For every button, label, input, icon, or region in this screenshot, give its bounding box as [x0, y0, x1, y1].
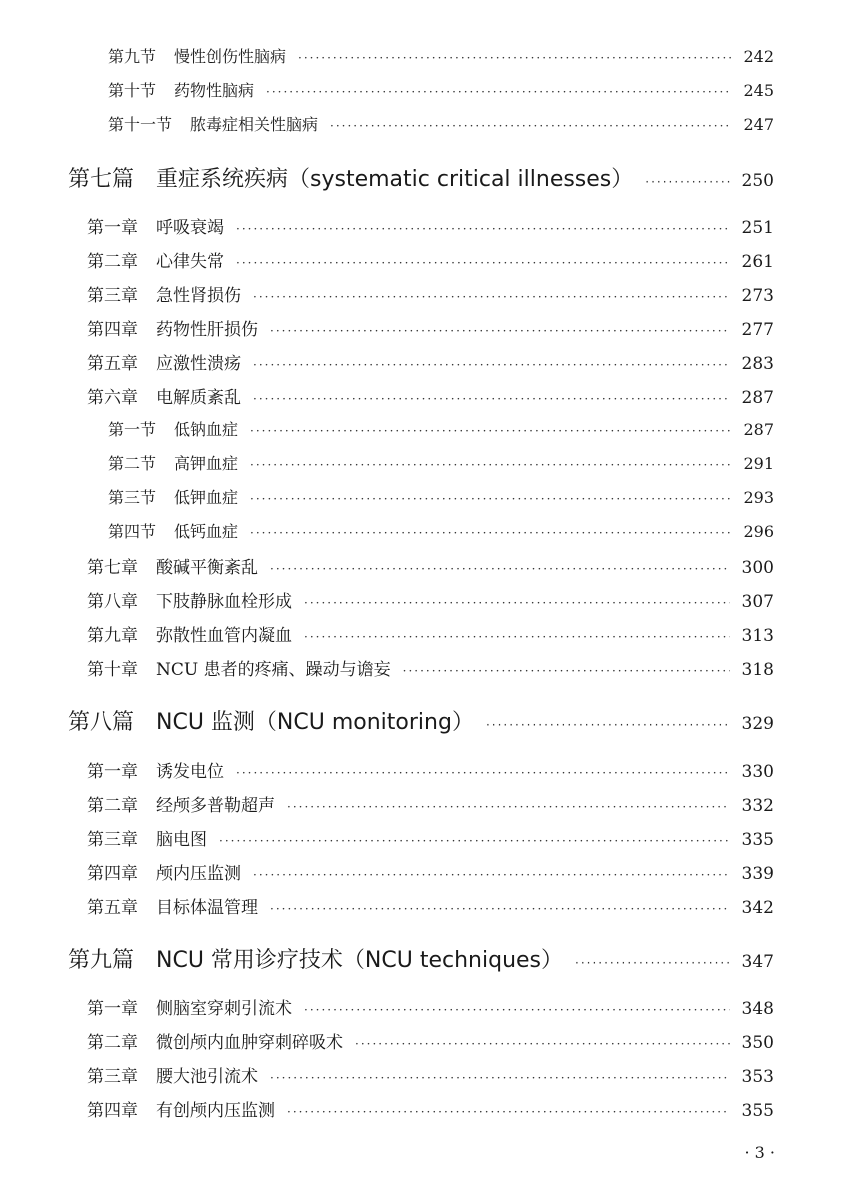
- part-number: 第七篇: [68, 167, 135, 192]
- entry-page: 348: [741, 999, 774, 1019]
- leader-dots: [403, 664, 730, 678]
- entry-page: 287: [741, 388, 774, 408]
- entry-page: 261: [741, 252, 774, 272]
- toc-entry: [87, 994, 774, 1022]
- entry-number: 第八章: [87, 592, 138, 612]
- leader-dots: [298, 51, 731, 65]
- toc-entry: [87, 655, 774, 683]
- entry-number: 第三章: [87, 1067, 138, 1087]
- entry-page: 251: [741, 218, 774, 238]
- entry-number: 第一章: [87, 762, 138, 782]
- entry-title: 经颅多普勒超声: [156, 796, 275, 816]
- toc-entry: [87, 621, 774, 649]
- leader-dots: [250, 492, 731, 506]
- entry-title: 有创颅内压监测: [156, 1101, 275, 1121]
- entry-number: 第五章: [87, 354, 138, 374]
- entry-title: 脑电图: [156, 830, 207, 850]
- entry-page: 350: [741, 1033, 774, 1053]
- entry-page: 335: [741, 830, 774, 850]
- toc-entry: [87, 383, 774, 411]
- toc-entry: [108, 519, 774, 547]
- entry-title: 高钾血症: [174, 454, 239, 473]
- entry-title: 低钾血症: [174, 488, 239, 507]
- part-title: 重症系统疾病（systematic critical illnesses）: [156, 167, 634, 192]
- entry-title: NCU 患者的疼痛、躁动与谵妄: [156, 660, 391, 680]
- toc-entry: [87, 247, 774, 275]
- entry-number: 第十节: [108, 81, 157, 100]
- leader-dots: [253, 358, 730, 372]
- entry-page: 245: [743, 81, 774, 100]
- leader-dots: [304, 630, 730, 644]
- entry-title: 弥散性血管内凝血: [156, 626, 292, 646]
- toc-entry: [108, 485, 774, 513]
- leader-dots: [253, 290, 730, 304]
- entry-title: 心律失常: [156, 252, 224, 272]
- leader-dots: [253, 392, 730, 406]
- entry-number: 第九节: [108, 47, 157, 66]
- entry-title: 酸碱平衡紊乱: [156, 558, 258, 578]
- entry-page: 293: [743, 488, 774, 507]
- toc-entry: [87, 791, 774, 819]
- part-title: NCU 监测（NCU monitoring）: [156, 710, 474, 735]
- entry-page: 307: [741, 592, 774, 612]
- entry-page: 242: [743, 47, 774, 66]
- toc-entry: [87, 1062, 774, 1090]
- entry-number: 第十一节: [108, 115, 173, 134]
- entry-number: 第九章: [87, 626, 138, 646]
- leader-dots: [270, 324, 730, 338]
- leader-dots: [219, 834, 730, 848]
- entry-title: 低钠血症: [174, 420, 239, 439]
- entry-number: 第六章: [87, 388, 138, 408]
- leader-dots: [236, 256, 730, 270]
- leader-dots: [250, 526, 731, 540]
- entry-page: 291: [743, 454, 774, 473]
- entry-number: 第四章: [87, 864, 138, 884]
- entry-title: 下肢静脉血栓形成: [156, 592, 292, 612]
- leader-dots: [304, 596, 730, 610]
- toc-entry: [108, 112, 774, 140]
- entry-number: 第二节: [108, 454, 157, 473]
- leader-dots: [250, 458, 731, 472]
- entry-title: 脓毒症相关性脑病: [190, 115, 319, 134]
- toc-entry: [108, 78, 774, 106]
- entry-page: 353: [741, 1067, 774, 1087]
- entry-page: 318: [741, 660, 774, 680]
- toc-entry: [87, 1096, 774, 1124]
- entry-number: 第一节: [108, 420, 157, 439]
- entry-page: 283: [741, 354, 774, 374]
- entry-title: 侧脑室穿刺引流术: [156, 999, 292, 1019]
- toc-entry: [87, 213, 774, 241]
- entry-title: 电解质紊乱: [156, 388, 241, 408]
- toc-entry: [87, 349, 774, 377]
- toc-entry: [87, 825, 774, 853]
- page-number-footer: · 3 ·: [744, 1143, 775, 1162]
- entry-title: 呼吸衰竭: [156, 218, 224, 238]
- toc-entry: [108, 451, 774, 479]
- entry-page: 355: [741, 1101, 774, 1121]
- entry-number: 第二章: [87, 796, 138, 816]
- leader-dots: [270, 902, 730, 916]
- leader-dots: [253, 868, 730, 882]
- leader-dots: [645, 175, 729, 189]
- toc-entry: [108, 44, 774, 72]
- entry-title: 腰大池引流术: [156, 1067, 258, 1087]
- toc-entry: [87, 553, 774, 581]
- entry-page: 287: [743, 420, 774, 439]
- entry-number: 第三章: [87, 830, 138, 850]
- toc-part-heading: [68, 162, 774, 190]
- part-number: 第八篇: [68, 710, 135, 735]
- leader-dots: [287, 800, 730, 814]
- toc-entry: [87, 859, 774, 887]
- entry-number: 第三节: [108, 488, 157, 507]
- part-title: NCU 常用诊疗技术（NCU techniques）: [156, 948, 564, 973]
- entry-title: 诱发电位: [156, 762, 224, 782]
- entry-title: 微创颅内血肿穿刺碎吸术: [156, 1033, 343, 1053]
- toc-entry: [87, 587, 774, 615]
- toc-part-heading: [68, 705, 774, 733]
- entry-page: 330: [741, 762, 774, 782]
- entry-page: 339: [741, 864, 774, 884]
- entry-title: 低钙血症: [174, 522, 239, 541]
- toc-entry: [87, 1028, 774, 1056]
- toc-entry: [108, 417, 774, 445]
- entry-title: 药物性脑病: [174, 81, 255, 100]
- entry-number: 第二章: [87, 252, 138, 272]
- leader-dots: [266, 85, 731, 99]
- part-page: 250: [741, 171, 774, 191]
- toc-entry: [87, 281, 774, 309]
- entry-page: 342: [741, 898, 774, 918]
- entry-number: 第一章: [87, 218, 138, 238]
- leader-dots: [236, 222, 730, 236]
- part-number: 第九篇: [68, 948, 135, 973]
- toc-entry: [87, 315, 774, 343]
- leader-dots: [575, 956, 730, 970]
- toc-entry: [87, 757, 774, 785]
- entry-number: 第三章: [87, 286, 138, 306]
- entry-number: 第四章: [87, 1101, 138, 1121]
- leader-dots: [270, 562, 730, 576]
- leader-dots: [355, 1037, 730, 1051]
- toc-part-heading: [68, 943, 774, 971]
- leader-dots: [330, 119, 731, 133]
- entry-page: 277: [741, 320, 774, 340]
- leader-dots: [287, 1105, 730, 1119]
- entry-page: 332: [741, 796, 774, 816]
- leader-dots: [270, 1071, 730, 1085]
- entry-title: 急性肾损伤: [156, 286, 241, 306]
- entry-page: 273: [741, 286, 774, 306]
- entry-page: 300: [741, 558, 774, 578]
- entry-number: 第四节: [108, 522, 157, 541]
- leader-dots: [250, 424, 731, 438]
- part-page: 329: [741, 714, 774, 734]
- leader-dots: [304, 1003, 730, 1017]
- leader-dots: [236, 766, 730, 780]
- entry-number: 第十章: [87, 660, 138, 680]
- entry-number: 第一章: [87, 999, 138, 1019]
- entry-title: 颅内压监测: [156, 864, 241, 884]
- entry-page: 296: [743, 522, 774, 541]
- toc-entry: [87, 893, 774, 921]
- entry-page: 247: [743, 115, 774, 134]
- entry-title: 应激性溃疡: [156, 354, 241, 374]
- entry-number: 第五章: [87, 898, 138, 918]
- leader-dots: [486, 718, 730, 732]
- entry-number: 第七章: [87, 558, 138, 578]
- part-page: 347: [741, 952, 774, 972]
- entry-title: 药物性肝损伤: [156, 320, 258, 340]
- entry-page: 313: [741, 626, 774, 646]
- entry-number: 第四章: [87, 320, 138, 340]
- entry-title: 目标体温管理: [156, 898, 258, 918]
- entry-number: 第二章: [87, 1033, 138, 1053]
- entry-title: 慢性创伤性脑病: [174, 47, 287, 66]
